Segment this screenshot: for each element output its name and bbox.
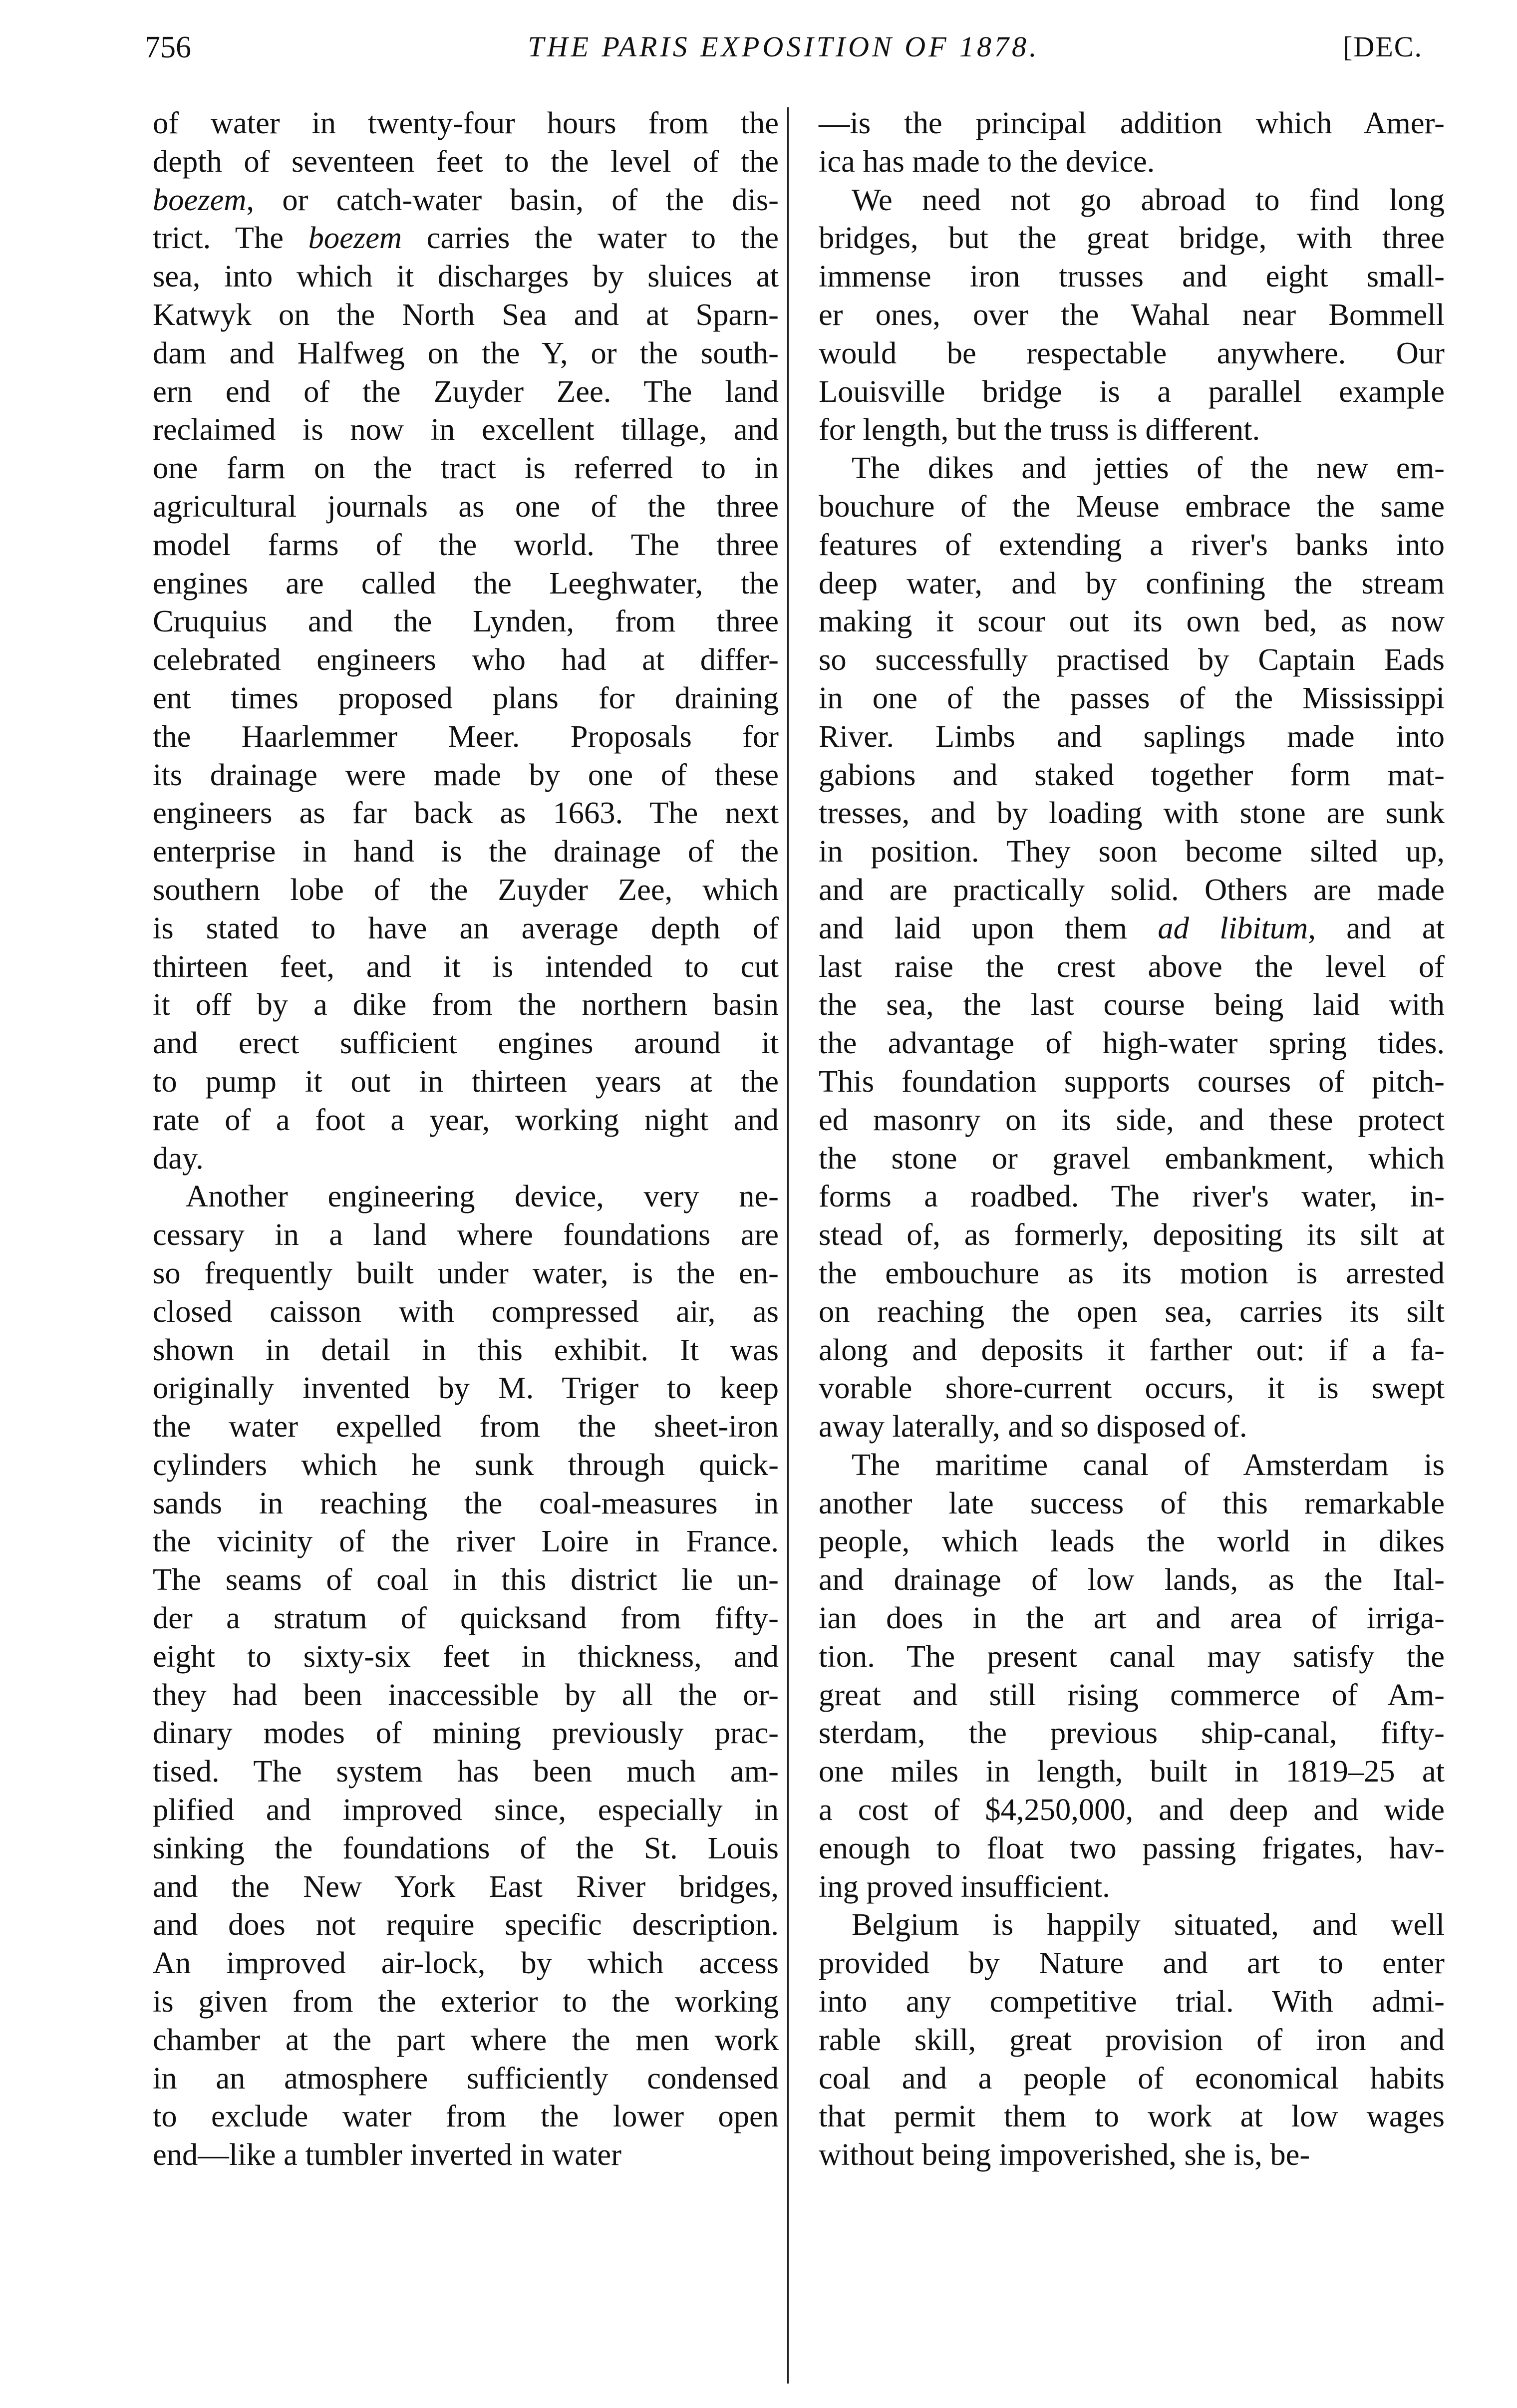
text-line: last raise the crest above the level of [819, 948, 1445, 984]
text-line: is stated to have an average depth of [153, 910, 779, 945]
text-line: it off by a dike from the northern basin [153, 987, 779, 1022]
text-line: der a stratum of quicksand from fifty- [153, 1600, 779, 1636]
text-line: closed caisson with compressed air, as [153, 1293, 779, 1329]
text-line: An improved air-lock, by which access [153, 1945, 779, 1981]
text-line: cylinders which he sunk through quick- [153, 1447, 779, 1482]
text-line: tion. The present canal may satisfy the [819, 1638, 1445, 1674]
text-line: in position. They soon become silted up, [819, 834, 1445, 869]
text-line: so frequently built under water, is the en- [153, 1255, 779, 1290]
text-line: on reaching the open sea, carries its silt [819, 1293, 1445, 1329]
text-line: bouchure of the Meuse embrace the same [819, 488, 1445, 524]
text-line: model farms of the world. The three [153, 527, 779, 562]
text-line: ing proved insufficient. [819, 1868, 1110, 1904]
text-line: chamber at the part where the men work [153, 2022, 779, 2057]
text-line: Another engineering device, very ne- [186, 1179, 779, 1214]
text-line: ed masonry on its side, and these protect [819, 1102, 1445, 1137]
text-line: the water expelled from the sheet-iron [153, 1409, 779, 1444]
text-line: coal and a people of economical habits [819, 2060, 1445, 2096]
text-line: ern end of the Zuyder Zee. The land [153, 373, 779, 409]
text-line: is given from the exterior to the working [153, 1984, 779, 2019]
text-line: enterprise in hand is the drainage of the [153, 834, 779, 869]
text-line: the sea, the last course being laid with [819, 987, 1445, 1022]
text-line: sea, into which it discharges by sluices at [153, 259, 779, 294]
text-line: another late success of this remarkable [819, 1485, 1445, 1520]
text-line: vorable shore-current occurs, it is swept [819, 1370, 1445, 1406]
text-line: plified and improved since, especially in [153, 1792, 779, 1827]
italic-term: boezem [153, 182, 247, 217]
text-line: tresses, and by loading with stone are sunk [819, 795, 1445, 831]
text-line: they had been inaccessible by all the or- [153, 1677, 779, 1712]
text-line: depth of seventeen feet to the level of the [153, 143, 779, 179]
text-line: originally invented by M. Triger to keep [153, 1370, 779, 1406]
text-line: agricultural journals as one of the three [153, 488, 779, 524]
text-line: without being impoverished, she is, be- [819, 2137, 1310, 2172]
text-line: of water in twenty-four hours from the [153, 105, 779, 140]
left-column [153, 104, 779, 2174]
text-line: shown in detail in this exhibit. It was [153, 1332, 779, 1367]
italic-term: ad libitum [1158, 910, 1308, 945]
text-line: end—like a tumbler inverted in water [153, 2137, 621, 2172]
text-line: dinary modes of mining previously prac- [153, 1715, 779, 1751]
text-line: bridges, but the great bridge, with three [819, 220, 1445, 256]
text-line: and laid upon them ad libitum, and at [819, 910, 1445, 945]
text-line: sterdam, the previous ship-canal, fifty- [819, 1715, 1445, 1751]
text-line: ent times proposed plans for draining [153, 680, 779, 715]
text-line: and drainage of low lands, as the Ital- [819, 1562, 1445, 1597]
text-line: Belgium is happily situated, and well [852, 1907, 1445, 1942]
text-line: southern lobe of the Zuyder Zee, which [153, 872, 779, 907]
text-line: River. Limbs and saplings made into [819, 718, 1445, 754]
text-line: in one of the passes of the Mississippi [819, 680, 1445, 715]
text-line: its drainage were made by one of these [153, 757, 779, 792]
text-line: Louisville bridge is a parallel example [819, 373, 1445, 409]
text-line: deep water, and by confining the stream [819, 565, 1445, 601]
right-column [819, 104, 1445, 2174]
text-line: sands in reaching the coal-measures in [153, 1485, 779, 1520]
running-header [145, 30, 1423, 75]
text-line: would be respectable anywhere. Our [819, 335, 1445, 370]
text-line: great and still rising commerce of Am- [819, 1677, 1445, 1712]
text-line: er ones, over the Wahal near Bommell [819, 297, 1445, 332]
text-line: cessary in a land where foundations are [153, 1217, 779, 1252]
text-line: one miles in length, built in 1819–25 at [819, 1754, 1445, 1789]
text-line: engines are called the Leeghwater, the [153, 565, 779, 601]
text-line: along and deposits it farther out: if a fa- [819, 1332, 1445, 1367]
text-line: the vicinity of the river Loire in France. [153, 1523, 779, 1559]
text-line: ian does in the art and area of irriga- [819, 1600, 1445, 1636]
text-line: tised. The system has been much am- [153, 1754, 779, 1789]
text-line: engineers as far back as 1663. The next [153, 795, 779, 831]
text-line: that permit them to work at low wages [819, 2099, 1445, 2134]
text-line: immense iron trusses and eight small- [819, 259, 1445, 294]
text-line: rable skill, great provision of iron and [819, 2022, 1445, 2057]
text-line: This foundation supports courses of pitch- [819, 1063, 1445, 1099]
text-line: enough to float two passing frigates, hav- [819, 1830, 1445, 1865]
text-line: rate of a foot a year, working night and [153, 1102, 779, 1137]
page-number: 756 [145, 30, 191, 64]
italic-term: boezem [308, 220, 402, 256]
text-line: The seams of coal in this district lie un- [153, 1562, 779, 1597]
issue-month: [DEC. [1343, 30, 1423, 63]
text-line: and erect sufficient engines around it [153, 1025, 779, 1061]
text-line: to exclude water from the lower open [153, 2099, 779, 2134]
text-line: reclaimed is now in excellent tillage, and [153, 412, 779, 447]
text-line: gabions and staked together form mat- [819, 757, 1445, 792]
text-line: —is the principal addition which Amer- [819, 105, 1445, 140]
text-line: Cruquius and the Lynden, from three [153, 603, 779, 639]
text-line: trict. The boezem carries the water to the [153, 220, 779, 256]
text-line: so successfully practised by Captain Eads [819, 642, 1445, 677]
text-line: the Haarlemmer Meer. Proposals for [153, 718, 779, 754]
text-line: and are practically solid. Others are made [819, 872, 1445, 907]
text-line: The maritime canal of Amsterdam is [852, 1447, 1445, 1482]
text-line: Katwyk on the North Sea and at Sparn- [153, 297, 779, 332]
text-line: day. [153, 1140, 204, 1176]
running-title: THE PARIS EXPOSITION OF 1878. [528, 30, 1040, 63]
text-line: and does not require specific description. [153, 1907, 779, 1942]
text-line: dam and Halfweg on the Y, or the south- [153, 335, 779, 370]
text-line: celebrated engineers who had at differ- [153, 642, 779, 677]
text-line: away laterally, and so disposed of. [819, 1409, 1247, 1444]
text-line: people, which leads the world in dikes [819, 1523, 1445, 1559]
column-divider [787, 107, 789, 2384]
text-line: features of extending a river's banks into [819, 527, 1445, 562]
text-line: boezem, or catch-water basin, of the dis- [153, 182, 779, 217]
text-line: the stone or gravel embankment, which [819, 1140, 1445, 1176]
text-line: ica has made to the device. [819, 143, 1155, 179]
text-line: forms a roadbed. The river's water, in- [819, 1179, 1445, 1214]
text-line: and the New York East River bridges, [153, 1868, 779, 1904]
text-line: in an atmosphere sufficiently condensed [153, 2060, 779, 2096]
text-line: to pump it out in thirteen years at the [153, 1063, 779, 1099]
text-line: the advantage of high-water spring tides. [819, 1025, 1445, 1061]
text-line: one farm on the tract is referred to in [153, 450, 779, 486]
text-line: provided by Nature and art to enter [819, 1945, 1445, 1981]
text-line: The dikes and jetties of the new em- [852, 450, 1445, 486]
text-line: sinking the foundations of the St. Louis [153, 1830, 779, 1865]
text-line: making it scour out its own bed, as now [819, 603, 1445, 639]
text-line: stead of, as formerly, depositing its silt at [819, 1217, 1445, 1252]
text-line: the embouchure as its motion is arrested [819, 1255, 1445, 1290]
text-line: for length, but the truss is different. [819, 412, 1260, 447]
text-line: eight to sixty-six feet in thickness, and [153, 1638, 779, 1674]
text-line: a cost of $4,250,000, and deep and wide [819, 1792, 1445, 1827]
text-line: into any competitive trial. With admi- [819, 1984, 1445, 2019]
text-line: We need not go abroad to find long [852, 182, 1445, 217]
text-line: thirteen feet, and it is intended to cut [153, 948, 779, 984]
